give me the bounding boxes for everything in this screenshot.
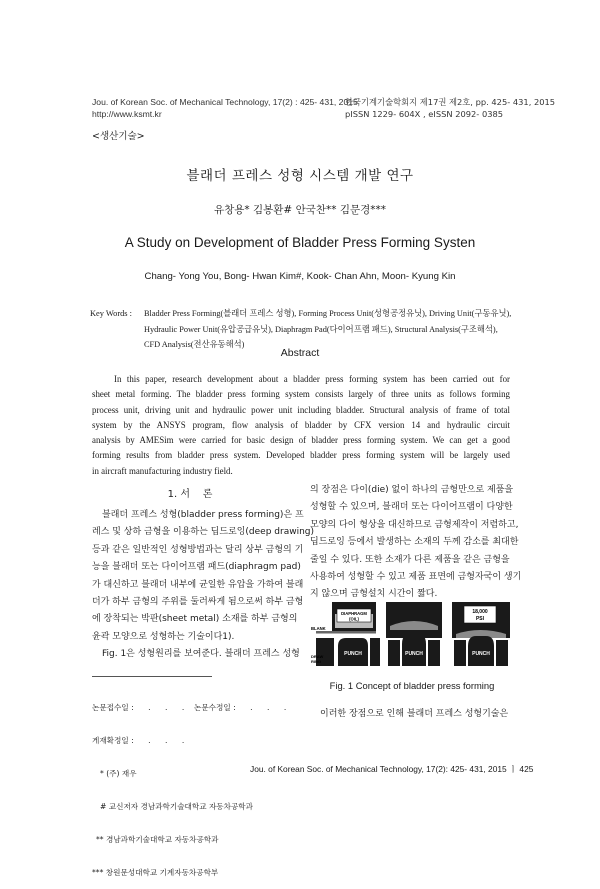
punch-shape xyxy=(402,634,426,666)
abstract-line: forming results from bladder press system. Developed bladder press forming system will be largely used xyxy=(92,450,510,461)
keywords-label: Key Words : xyxy=(90,309,132,318)
keywords-line: Bladder Press Forming(블래더 프레스 성형), Forming Process Unit(성형공정유닛), Driving Unit(구동유닛), xyxy=(144,309,512,318)
footnote-affiliation: * (주) 재우 xyxy=(100,769,137,778)
english-authors: Chang- Yong You, Bong- Hwan Kim#, Kook- Chan Ahn, Moon- Kyung Kin xyxy=(144,271,456,282)
journal-url[interactable]: http://www.ksmt.kr xyxy=(92,109,162,119)
english-title: A Study on Development of Bladder Press Forming Systen xyxy=(124,235,476,250)
intro-line: 에 장착되는 박판(sheet metal) 소재를 하부 금형의 xyxy=(92,614,298,625)
intro-line: 윤곽 모양으로 성형하는 기술이다1). xyxy=(92,631,235,642)
punch-label: PUNCH xyxy=(472,651,490,657)
intro-line: 성형할 수 있으며, 블래더 또는 다이어프램이 다양한 xyxy=(310,502,513,513)
journal-citation xyxy=(92,96,358,120)
footnotes xyxy=(92,680,286,889)
received-date: 논문접수일 : . . . xyxy=(92,703,185,712)
figure-panel-3 xyxy=(452,602,510,666)
abstract-line: sheet metal forming. The bladder press forming system consists largely of three units as follows forming xyxy=(92,389,510,400)
footnote-divider xyxy=(92,676,212,677)
keywords-list xyxy=(144,306,511,353)
figure-bladder-press-concept xyxy=(310,600,514,672)
ring-label: RING xyxy=(311,659,321,664)
blank-sheet xyxy=(316,631,376,634)
abstract-line: analysis by AMESim were carried for basic design of bladder press forming system. We can get a good xyxy=(92,435,510,446)
intro-line: 모양의 다이 형상을 대신하므로 금형제작이 저렴하고, xyxy=(310,519,519,530)
abstract-body xyxy=(92,372,510,479)
pressure-unit: PSI xyxy=(475,616,485,622)
punch-label: PUNCH xyxy=(344,651,362,657)
issn-line: pISSN 1229- 604X , eISSN 2092- 0385 xyxy=(345,109,504,119)
intro-line: 능을 블래더 또는 다이어프램 패드(diaphragm pad) xyxy=(92,562,301,573)
diaphragm-label: DIAPHRAGM xyxy=(341,611,367,616)
abstract-line: in aircraft manufacturing industry field. xyxy=(92,465,233,476)
footnote-affiliation: ** 경남과학기술대학교 자동차공학과 xyxy=(96,835,219,844)
journal-citation-line: Jou. of Korean Soc. of Mechanical Technology, 17(2) : 425- 431, 2015 xyxy=(92,97,358,107)
intro-line: 블래더 프레스 성형(bladder press forming)은 프 xyxy=(102,510,304,520)
figure-panel-2 xyxy=(386,602,442,666)
figure-caption: Fig. 1 Concept of bladder press forming xyxy=(329,680,495,691)
draw-ring-right xyxy=(370,638,380,666)
intro-line: Fig. 1은 성형원리를 보여준다. 블래더 프레스 성형 xyxy=(102,649,300,660)
revised-date: 논문수정일 : . . . xyxy=(194,703,287,712)
accepted-date: 게재확정일 : . . . xyxy=(92,736,185,745)
draw-ring-left xyxy=(454,640,466,666)
punch-label: PUNCH xyxy=(405,651,423,657)
abstract-line: In this paper, research development about a bladder press forming system has been carried out for xyxy=(114,374,510,384)
section-heading-introduction: 1. 서 론 xyxy=(167,489,213,500)
intro-line: 지 않으며 금형설치 시간이 짧다. xyxy=(310,589,438,600)
draw-ring-left xyxy=(388,640,400,666)
intro-line: 레스 및 상하 금형을 이용하는 딥드로잉(deep drawing) xyxy=(92,527,314,538)
intro-line: 등과 같은 일반적인 성형방법과는 달리 상부 금형의 기 xyxy=(92,544,304,555)
korean-authors: 유창용* 김봉환# 안국찬** 김문경*** xyxy=(213,204,387,216)
draw-ring-right xyxy=(428,640,440,666)
draw-label: DRAW xyxy=(311,654,324,659)
intro-line: 더가 하부 금형의 주위를 둘러싸게 됨으로써 하부 금형 xyxy=(92,597,304,608)
intro-continuation: 이러한 장점으로 인해 블래더 프레스 성형기술은 xyxy=(320,709,509,719)
intro-line: 가 대신하고 블래더 내부에 균일한 유압을 가하여 블래 xyxy=(92,579,304,590)
journal-issue-line: 한국기계기술학회지 제17권 제2호, pp. 425- 431, 2015 xyxy=(345,97,556,107)
intro-line: 의 장점은 다이(die) 없이 하나의 금형만으로 제품을 xyxy=(310,485,514,495)
page-footer: Jou. of Korean Soc. of Mechanical Technology, 17(2): 425- 431, 2015 ㅣ 425 xyxy=(250,764,534,774)
keywords-line: CFD Analysis(전산유동해석) xyxy=(144,340,245,349)
article-category: <생산기술> xyxy=(92,131,145,142)
intro-line: 딥드로잉 등에서 발생하는 소재의 두께 감소를 최대한 xyxy=(310,537,519,548)
blank-label: BLANK xyxy=(311,626,326,631)
journal-issn xyxy=(345,96,555,120)
footnote-affiliation: # 교신저자 경남과학기술대학교 자동차공학과 xyxy=(100,802,253,811)
abstract-line: system by the ANSYS program, flow analysis of bladder by CFX version 14 and hydraulic circuit xyxy=(92,419,510,430)
abstract-line: process unit, driving unit and hydraulic power unit including bladder. Structural analysis of frame of total xyxy=(92,404,510,415)
press-housing xyxy=(386,602,442,638)
intro-line: 사용하여 성형할 수 있고 제품 표면에 금형자국이 생기 xyxy=(310,572,522,583)
intro-left-column xyxy=(92,507,314,664)
korean-title: 블래더 프레스 성형 시스템 개발 연구 xyxy=(186,168,414,184)
oil-label: (OIL) xyxy=(349,616,359,622)
keywords-line: Hydraulic Power Unit(유압공급유닛), Diaphragm Pad(다이어프램 패드), Structural Analysis(구조해석), xyxy=(144,324,498,334)
footnote-dates-row xyxy=(92,702,286,713)
pressure-value: 18,000 xyxy=(472,609,488,615)
abstract-heading: Abstract xyxy=(280,347,320,359)
footnote-affiliation: *** 창원문성대학교 기계자동차공학부 xyxy=(92,868,219,877)
intro-line: 줄일 수 있다. 또한 소재가 다른 제품을 같은 금형을 xyxy=(310,554,510,565)
intro-right-column xyxy=(310,482,522,604)
draw-ring-right xyxy=(496,640,508,666)
